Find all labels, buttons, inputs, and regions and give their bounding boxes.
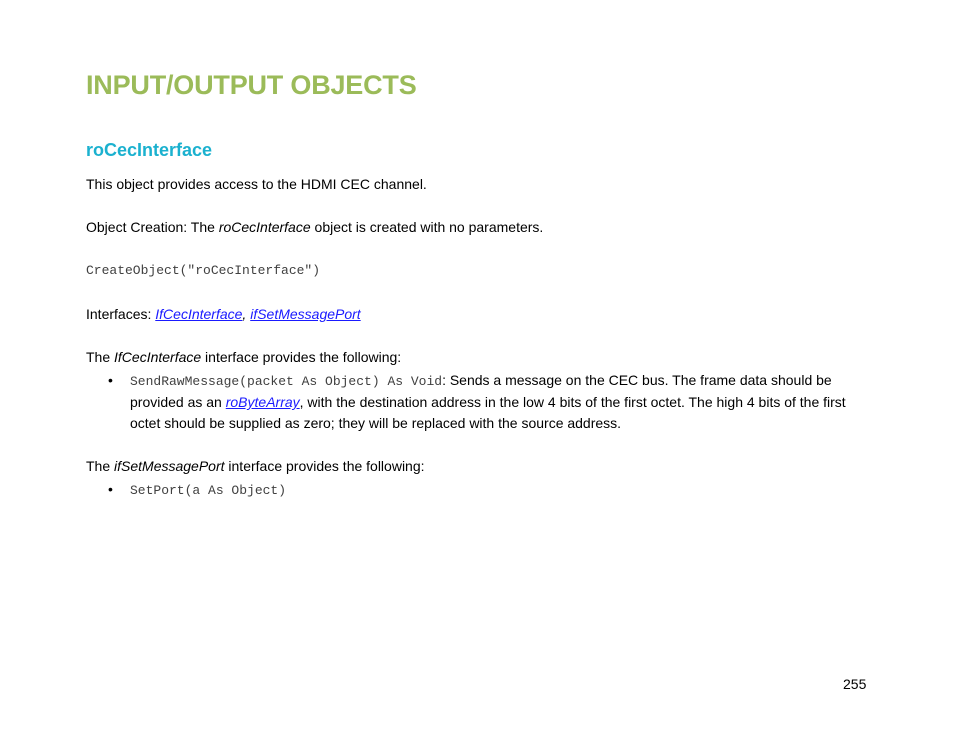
cec-suffix: interface provides the following:: [201, 349, 402, 365]
creation-prefix: Object Creation: The: [86, 219, 219, 235]
method-signature: SetPort(a As Object): [130, 483, 287, 498]
mp-interface-name: ifSetMessagePort: [114, 458, 225, 474]
bullet-icon: •: [108, 372, 113, 388]
object-creation-paragraph: [86, 217, 543, 238]
message-port-intro: [86, 456, 425, 477]
creation-object-name: roCecInterface: [218, 219, 311, 235]
intro-paragraph: This object provides access to the HDMI CEC channel.: [86, 176, 427, 192]
section-title: roCecInterface: [86, 140, 213, 160]
page-heading: INPUT/OUTPUT OBJECTS: [86, 70, 417, 100]
method-signature: SendRawMessage(packet As Object) As Void: [130, 374, 443, 389]
message-port-method-list: [108, 479, 870, 501]
interfaces-paragraph: [86, 304, 361, 325]
interfaces-label: Interfaces:: [86, 306, 156, 322]
cec-interface-intro: [86, 347, 401, 368]
robytearray-link[interactable]: roByteArray: [225, 394, 300, 410]
cec-interface-name: IfCecInterface: [114, 349, 202, 365]
list-item: [108, 479, 870, 501]
mp-prefix: The: [86, 458, 115, 474]
method-desc-part1: : Sends a message on the CEC bus. The frame data should be provided as an: [130, 372, 832, 410]
mp-suffix: interface provides the following:: [224, 458, 425, 474]
list-item: [108, 370, 870, 434]
interfaces-separator: ,: [242, 306, 251, 322]
cec-method-list: [108, 370, 870, 434]
page-number: 255: [843, 676, 867, 692]
ifsetmessageport-link[interactable]: ifSetMessagePort: [250, 306, 361, 322]
cec-prefix: The: [86, 349, 115, 365]
code-example: CreateObject("roCecInterface"): [86, 263, 321, 278]
bullet-icon: •: [108, 481, 113, 497]
method-desc-part2: , with the destination address in the low 4 bits of the first octet. The high 4 bits of the first octet should be supplied as zero; they will be replaced with the source address.: [130, 394, 846, 431]
creation-suffix: object is created with no parameters.: [310, 219, 544, 235]
ifcecinterface-link[interactable]: IfCecInterface: [155, 306, 243, 322]
